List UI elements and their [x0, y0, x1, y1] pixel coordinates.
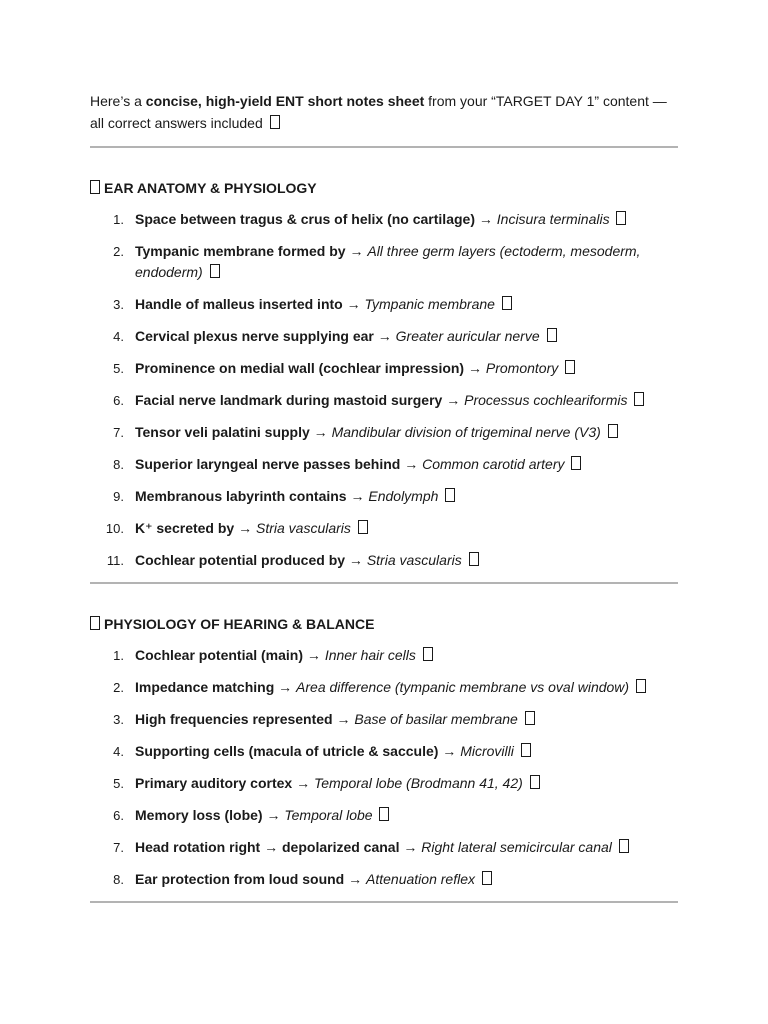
item-number: 7. — [113, 840, 124, 855]
missing-glyph-icon — [530, 775, 540, 789]
item-answer: Right lateral semicircular canal — [421, 839, 612, 855]
list-item — [90, 209, 678, 230]
item-question: Superior laryngeal nerve passes behind — [135, 456, 401, 472]
item-number: 6. — [113, 808, 124, 823]
missing-glyph-icon — [502, 296, 512, 310]
list-item — [90, 326, 678, 347]
missing-glyph-icon — [565, 360, 575, 374]
list-item — [90, 645, 678, 666]
arrow-icon: → — [350, 488, 365, 504]
item-question: Tympanic membrane formed by — [135, 243, 346, 259]
missing-glyph-icon — [616, 211, 626, 225]
arrow-icon: → — [306, 647, 321, 663]
missing-glyph-icon — [90, 616, 100, 630]
missing-glyph-icon — [270, 115, 280, 129]
missing-glyph-icon — [525, 711, 535, 725]
item-number: 3. — [113, 297, 124, 312]
arrow-icon: → — [468, 360, 482, 376]
item-number: 5. — [113, 776, 124, 791]
missing-glyph-icon — [358, 520, 368, 534]
item-question: Ear protection from loud sound — [135, 871, 345, 887]
item-question: Primary auditory cortex — [135, 775, 293, 791]
item-question: Prominence on medial wall (cochlear impression) — [135, 360, 465, 376]
item-number: 2. — [113, 680, 124, 695]
item-answer: Incisura terminalis — [496, 211, 610, 227]
arrow-icon: → — [346, 296, 361, 312]
list-item — [90, 550, 678, 571]
item-answer: Common carotid artery — [422, 456, 565, 472]
missing-glyph-icon — [90, 180, 100, 194]
item-question: Cochlear potential produced by — [135, 552, 346, 568]
list-item — [90, 518, 678, 539]
item-number: 7. — [113, 425, 124, 440]
section-divider — [90, 901, 678, 903]
intro-suffix: from your “TARGET DAY 1” content — all correct answers included — [90, 93, 667, 131]
arrow-icon: → — [238, 520, 253, 536]
item-question: Membranous labyrinth contains — [135, 488, 347, 504]
arrow-icon: → — [313, 424, 328, 440]
item-answer: Inner hair cells — [324, 647, 416, 663]
ear-anatomy-list — [90, 209, 678, 571]
arrow-icon: → — [377, 328, 392, 344]
missing-glyph-icon — [210, 264, 220, 278]
item-number: 4. — [113, 329, 124, 344]
item-number: 1. — [113, 212, 124, 227]
arrow-icon: → — [266, 807, 281, 823]
list-item — [90, 241, 678, 283]
intro-paragraph — [90, 90, 678, 134]
item-answer: Tympanic membrane — [364, 296, 495, 312]
item-answer: Mandibular division of trigeminal nerve (V3) — [331, 424, 601, 440]
item-number: 1. — [113, 648, 124, 663]
missing-glyph-icon — [445, 488, 455, 502]
missing-glyph-icon — [634, 392, 644, 406]
item-question: Memory loss (lobe) — [135, 807, 263, 823]
item-number: 11. — [106, 553, 124, 568]
section-title-text: PHYSIOLOGY OF HEARING & BALANCE — [104, 616, 375, 632]
missing-glyph-icon — [379, 807, 389, 821]
item-answer: Greater auricular nerve — [395, 328, 540, 344]
item-answer: Processus cochleariformis — [464, 392, 628, 408]
arrow-icon: → — [349, 243, 364, 259]
section-title-ear-anatomy — [90, 178, 678, 198]
list-item — [90, 677, 678, 698]
list-item — [90, 741, 678, 762]
item-answer: Area difference (tympanic membrane vs oval window) — [296, 679, 630, 695]
item-number: 4. — [113, 744, 124, 759]
section-title-physiology — [90, 614, 678, 634]
missing-glyph-icon — [423, 647, 433, 661]
list-item — [90, 709, 678, 730]
item-question: Cochlear potential (main) — [135, 647, 304, 663]
intro-bold: concise, high-yield ENT short notes sheet — [145, 93, 425, 109]
section-title-text: EAR ANATOMY & PHYSIOLOGY — [104, 180, 317, 196]
missing-glyph-icon — [469, 552, 479, 566]
list-item — [90, 294, 678, 315]
item-question: Cervical plexus nerve supplying ear — [135, 328, 374, 344]
item-answer: Microvilli — [460, 743, 514, 759]
item-answer: Stria vascularis — [256, 520, 351, 536]
item-question: K⁺ secreted by — [135, 520, 235, 536]
item-number: 10. — [105, 521, 124, 536]
item-answer: Promontory — [485, 360, 559, 376]
arrow-icon: → — [446, 392, 461, 408]
item-answer: All three germ layers (ectoderm, mesoderm, endoderm) — [135, 243, 641, 280]
missing-glyph-icon — [619, 839, 629, 853]
item-question: Space between tragus & crus of helix (no cartilage) — [135, 211, 475, 227]
item-answer: Temporal lobe (Brodmann 41, 42) — [313, 775, 523, 791]
list-item — [90, 869, 678, 890]
missing-glyph-icon — [547, 328, 557, 342]
arrow-icon: → — [336, 711, 351, 727]
list-item — [90, 390, 678, 411]
item-question: Head rotation right → depolarized canal — [135, 839, 400, 855]
arrow-icon: → — [403, 839, 418, 855]
missing-glyph-icon — [521, 743, 531, 757]
item-answer: Endolymph — [368, 488, 439, 504]
physiology-list — [90, 645, 678, 890]
item-number: 2. — [113, 244, 124, 259]
arrow-icon: → — [278, 679, 293, 695]
list-item — [90, 805, 678, 826]
item-answer: Stria vascularis — [366, 552, 462, 568]
list-item — [90, 486, 678, 507]
item-number: 5. — [113, 361, 124, 376]
list-item — [90, 454, 678, 475]
item-question: Facial nerve landmark during mastoid surgery — [135, 392, 443, 408]
missing-glyph-icon — [571, 456, 581, 470]
intro-prefix: Here’s a — [90, 93, 146, 109]
item-answer: Attenuation reflex — [366, 871, 475, 887]
item-question: High frequencies represented — [135, 711, 333, 727]
item-question: Impedance matching — [135, 679, 275, 695]
missing-glyph-icon — [608, 424, 618, 438]
arrow-icon: → — [404, 456, 419, 472]
list-item — [90, 773, 678, 794]
item-question: Handle of malleus inserted into — [135, 296, 343, 312]
item-number: 9. — [113, 489, 124, 504]
arrow-icon: → — [478, 211, 493, 227]
arrow-icon: → — [348, 552, 363, 568]
item-number: 8. — [113, 457, 124, 472]
item-number: 6. — [113, 393, 124, 408]
arrow-icon: → — [442, 743, 457, 759]
arrow-icon: → — [348, 871, 363, 887]
missing-glyph-icon — [636, 679, 646, 693]
arrow-icon: → — [296, 775, 311, 791]
item-answer: Base of basilar membrane — [354, 711, 518, 727]
item-question: Supporting cells (macula of utricle & saccule) — [135, 743, 439, 759]
list-item — [90, 358, 678, 379]
item-question: Tensor veli palatini supply — [135, 424, 310, 440]
item-number: 3. — [113, 712, 124, 727]
list-item — [90, 837, 678, 858]
item-number: 8. — [113, 872, 124, 887]
item-answer: Temporal lobe — [284, 807, 373, 823]
missing-glyph-icon — [482, 871, 492, 885]
list-item — [90, 422, 678, 443]
